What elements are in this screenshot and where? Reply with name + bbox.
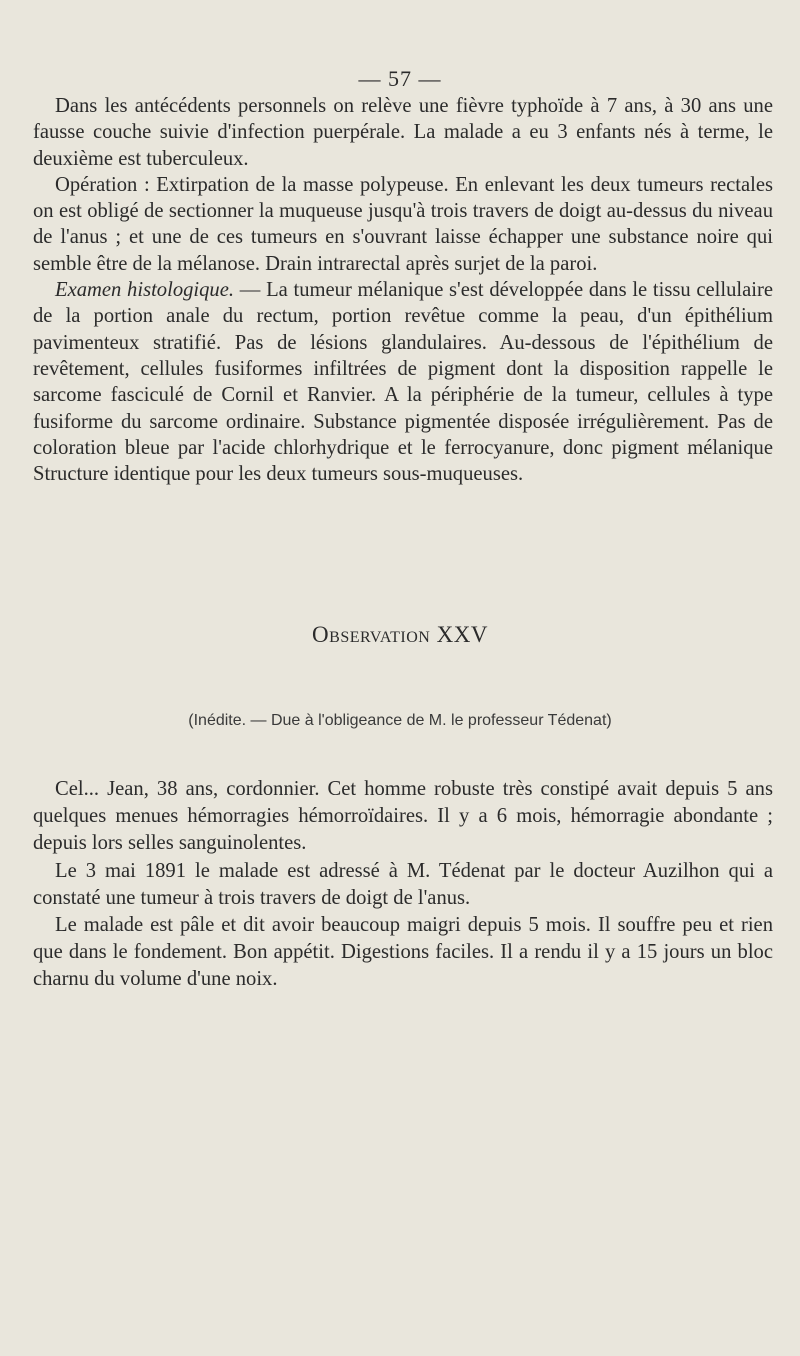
- paragraph-referral: Le 3 mai 1891 le malade est adressé à M. Tédenat par le docteur Auzilhon qui a constaté une tumeur à trois travers de doigt de l'anus.: [33, 859, 773, 909]
- paragraph-operation: Opération : Extirpation de la masse polypeuse. En enlevant les deux tumeurs rectales on est obligé de sectionner la muqueuse jusqu'à trois travers de doigt au-dessus du niveau de l'anus ; et une de ces tumeurs en s'ouvrant laisse échapper une substance noire qui semble être de la mélanose. Drain intrarectal après surjet de la paroi.: [33, 173, 773, 275]
- observation-note: (Inédite. — Due à l'obligeance de M. le professeur Tédenat): [188, 712, 612, 729]
- text-block-top: [33, 93, 773, 487]
- histology-text: — La tumeur mélanique s'est développée dans le tissu cellulaire de la portion anale du rectum, portion revêtue comme la peau, d'un épithélium pavimenteux stratifié. Pas de lésions glandulaires. Au-dessous de l'épithélium de revêtement, cellules fusiformes infiltrées de pigment dont la disposition rappelle le sarcome fasciculé de Cornil et Ranvier. A la périphérie de la tumeur, cellules à type fusiforme du sarcome ordinaire. Substance pigmentée disposée irrégulièrement. Pas de coloration bleue par l'acide chlorhydrique et le ferrocyanure, donc pigment mélanique Structure identique pour les deux tumeurs sous-muqueuses.: [33, 279, 773, 486]
- paragraph-antecedents: Dans les antécédents personnels on relève une fièvre typhoïde à 7 ans, à 30 ans une fausse couche suivie d'infection puerpérale. La malade a eu 3 enfants nés à terme, le deuxième est tuberculeux.: [33, 95, 773, 170]
- paragraph-histology: [33, 277, 773, 487]
- histology-heading: Examen histologique.: [55, 279, 235, 302]
- observation-title: Observation XXV: [312, 622, 488, 647]
- text-block-bottom: [33, 776, 773, 994]
- paragraph-patient: Cel... Jean, 38 ans, cordonnier. Cet homme robuste très constipé avait depuis 5 ans quelques menues hémorragies hémorroïdaires. Il y a 6 mois, hémorragie abondante ; depuis lors selles sanguinolentes.: [33, 778, 773, 855]
- paragraph-condition: Le malade est pâle et dit avoir beaucoup maigri depuis 5 mois. Il souffre peu et rien que dans le fondement. Bon appétit. Digestions faciles. Il a rendu il y a 15 jours un bloc charnu du volume d'une noix.: [33, 914, 773, 991]
- page-number: — 57 —: [358, 66, 442, 91]
